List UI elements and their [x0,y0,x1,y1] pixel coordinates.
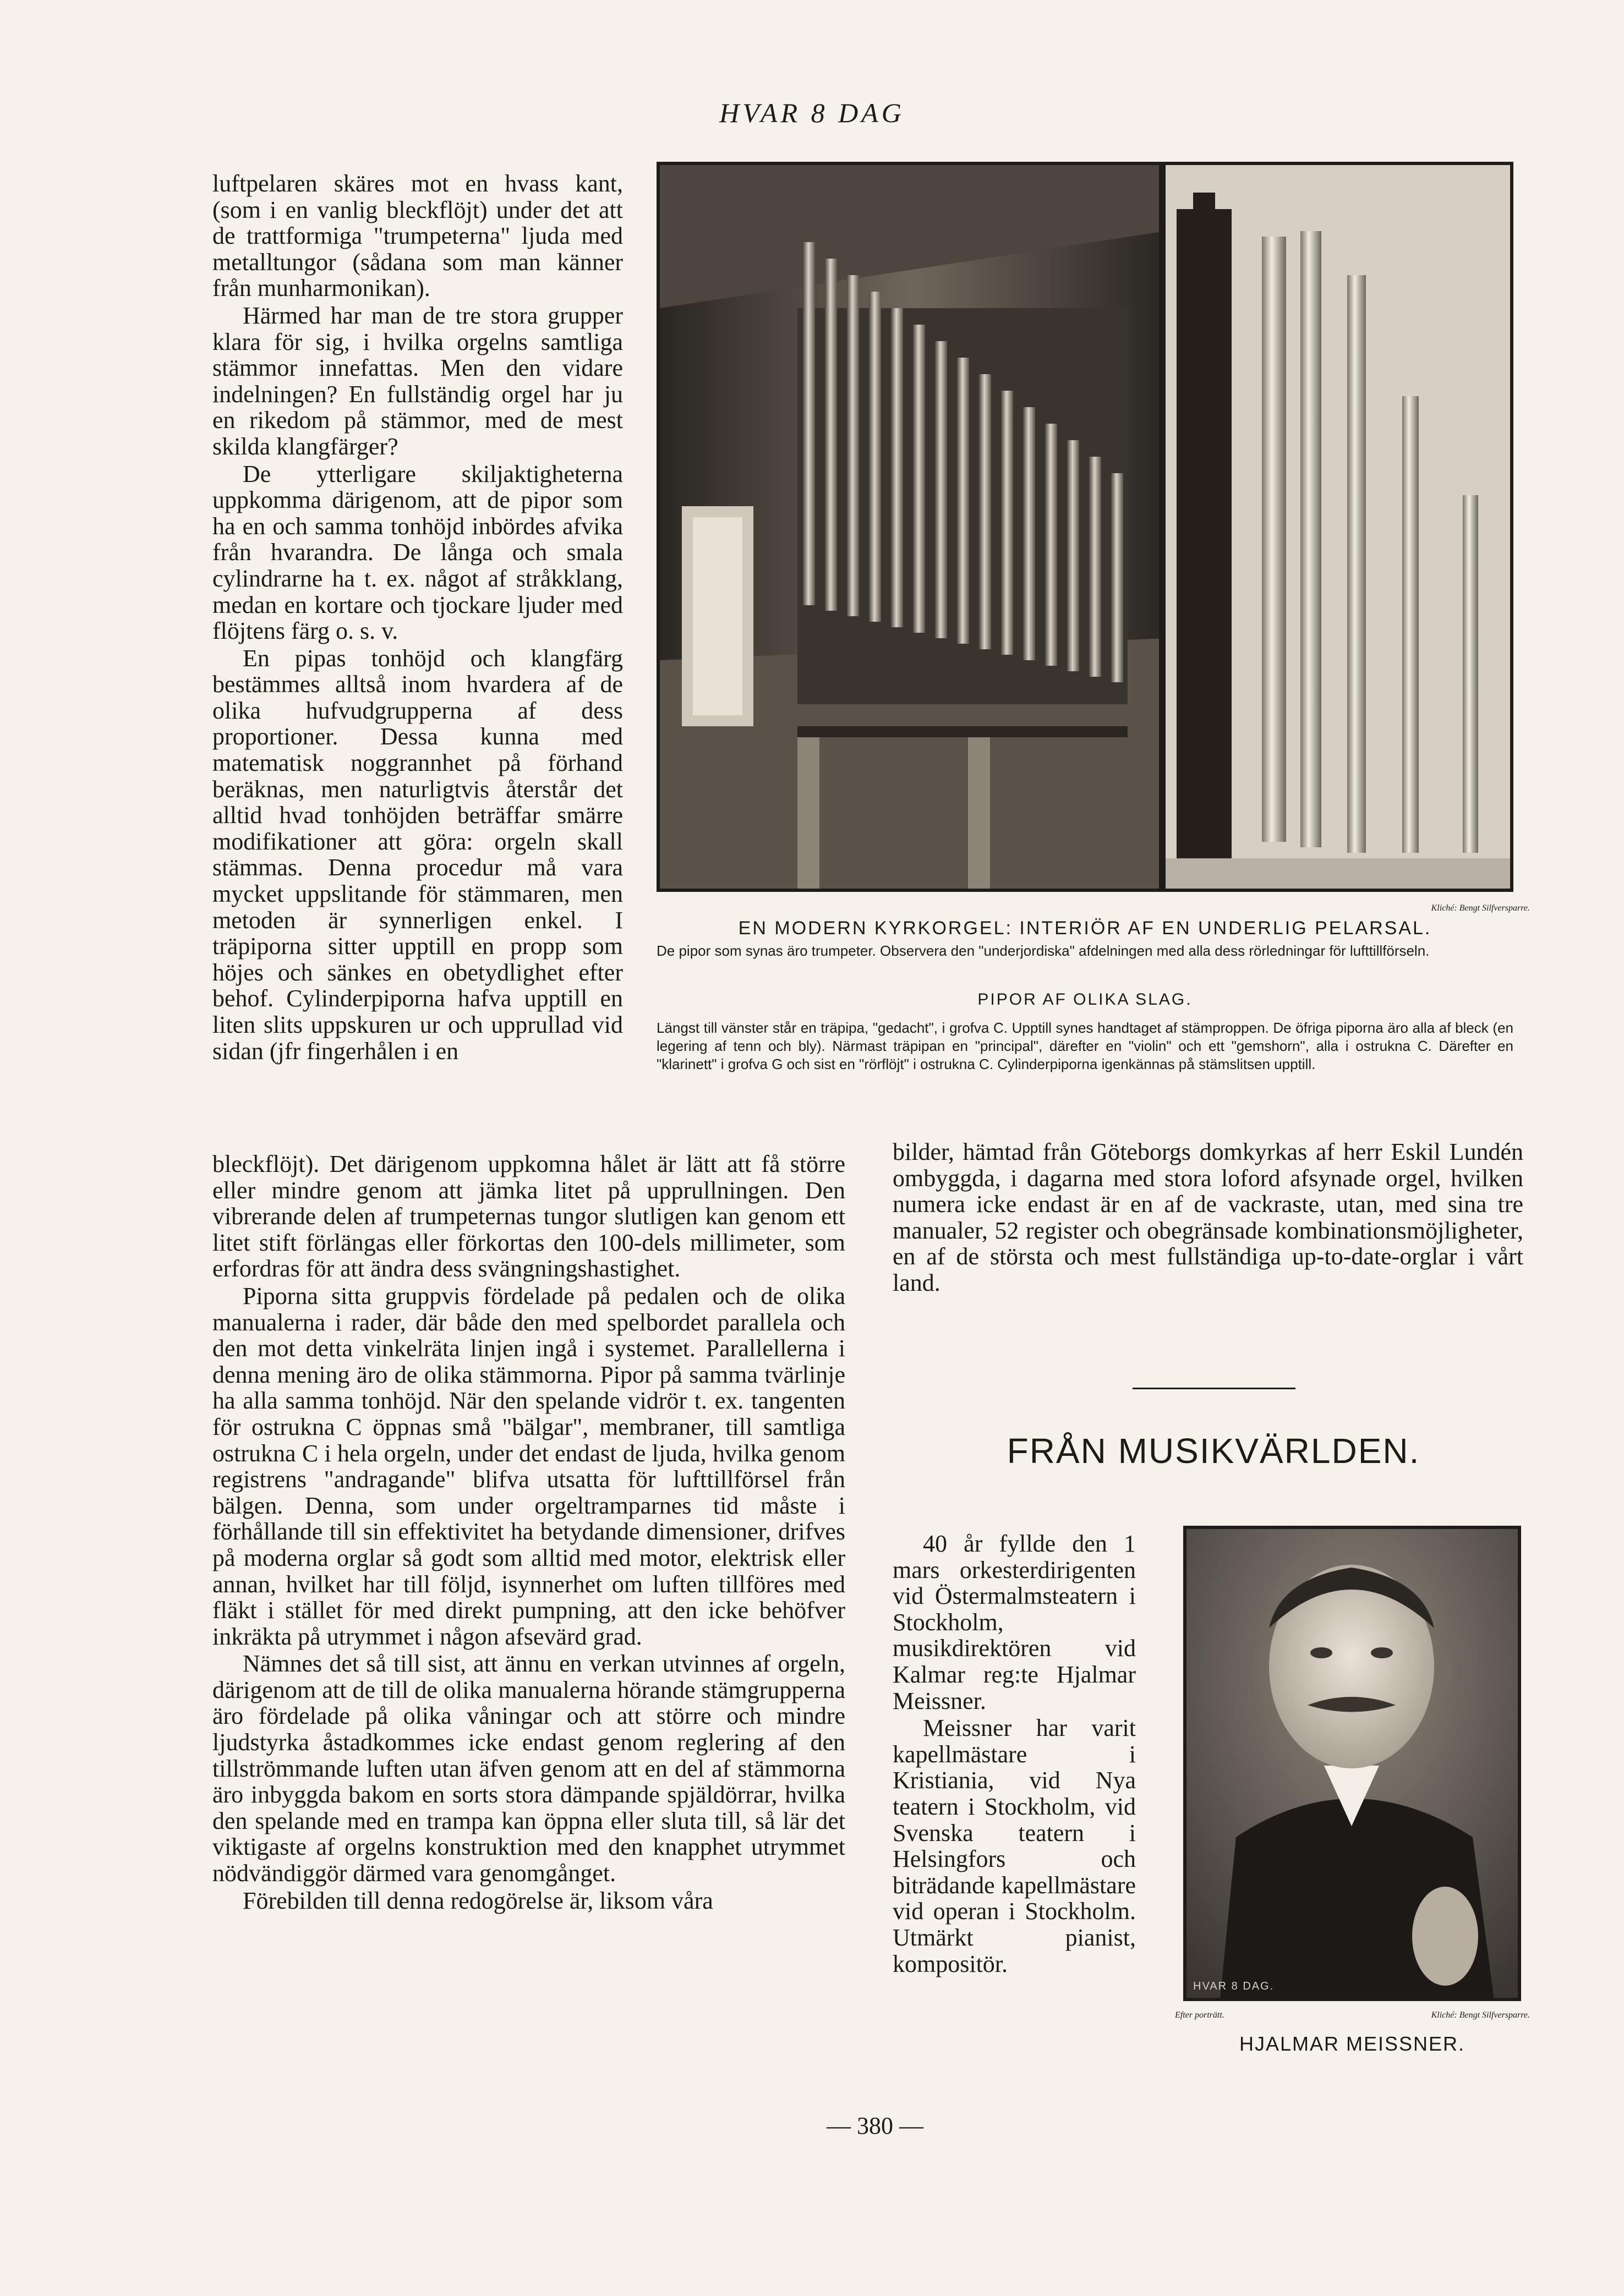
paragraph: 40 år fyllde den 1 mars orkesterdirigenten vid Östermalmsteatern i Stockholm, musikdirektören vid Kalmar reg:te Hjalmar Meissner. [893,1530,1136,1714]
caption-title-pipes: PIPOR AF OLIKA SLAG. [977,990,1193,1009]
portrait-watermark: HVAR 8 DAG. [1193,1980,1275,1992]
section-divider [1133,1388,1295,1389]
right-column [893,1139,1523,1296]
page-number: — 380 — [827,2112,923,2139]
paragraph: Härmed har man de tre stora grupper klara för sig, i hvilka orgelns samtliga stämmor innefattas. Men den vidare indelningen? En fullständig orgel har ju en rikedom på stämmor, med de mest skilda klangfärger? [212,302,623,460]
page-header: HVAR 8 DAG [719,97,905,128]
caption-text-organ: De pipor som synas äro trumpeter. Observera den "underjordiska" afdelningen med alla dess rörledningar för lufttillförseln. [657,942,1430,959]
portrait-credit-left: Efter porträtt. [1175,2010,1224,2020]
paragraph: Piporna sitta gruppvis fördelade på pedalen och de olika manualerna i rader, där både den med spelbordet parallela och den mot detta vinkelräta linjen ingå i systemet. Parallellerna i denna mening äro de olika stämmorna. Pipor på samma tvärlinje ha alla samma tonhöjd. När den spelande vidrör t. ex. tangenten för ostrukna C öppnas små "bälgar", membraner, till samtliga ostrukna C i hela orgeln, under det endast de ljuda, hvilka genom registrens "andragande" blifva utsatta för lufttillförsel från bälgen. Denna, som under orgeltramparnes tid måste i förhållande till sin effektivitet ha betydande dimensioner, drifves på moderna orglar så godt som alltid med motor, elektrisk eller annan, hvilket har till följd, isynnerhet om luften tillföres med fläkt i stället för med direkt pumpning, att den icke behöfver inkräkta på utrymmet i någon afsevärd grad. [212,1282,845,1650]
portrait-illustration [1186,1529,1521,2001]
organ-pipes-illustration [1166,165,1513,892]
left-column [212,171,623,1064]
portrait-caption: HJALMAR MEISSNER. [1239,2032,1466,2055]
paragraph: luftpelaren skäres mot en hvass kant, (som i en vanlig bleckflöjt) under det att de trattformiga "trumpeterna" ljuda med metalltungor (sådana som man känner från munharmonikan). [212,170,623,302]
wide-column [212,1151,845,1914]
caption-title-organ: EN MODERN KYRKORGEL: INTERIÖR AF EN UNDERLIG PELARSAL. [738,918,1432,939]
paragraph: Förebilden till denna redogörelse är, liksom våra [243,1887,713,1914]
organ-pipes-photo [1162,162,1513,892]
section-title: FRÅN MUSIKVÄRLDEN. [1007,1431,1420,1471]
organ-interior-photo [657,162,1162,892]
portrait-photo [1183,1526,1521,2001]
organ-interior-illustration [660,165,1162,892]
paragraph: De ytterligare skiljaktigheterna uppkomma därigenom, att de pipor som ha en och samma tonhöjd inbördes afvika från hvarandra. De långa och smala cylindrarne ha t. ex. något af stråkklang, medan en kortare och tjockare ljuder med flöjtens färg o. s. v. [212,460,623,645]
paragraph: En pipas tonhöjd och klangfärg bestämmes alltså inom hvardera af de olika hufvudgrupperna af dess proportioner. Dessa kunna med matematisk noggrannhet på förhand beräknas, men naturligtvis återstår det alltid hvad tonhöjden beträffar smärre modifikationer att göra: orgeln skall stämmas. Denna procedur må vara mycket uppslitande för stämmaren, men metoden är synnerligen enkel. I träpiporna sitter upptill en propp som höjes och sänkes en obetydlighet efter behof. Cylinderpiporna hafva upptill en liten slits uppskuren ur och upprullad vid sidan (jfr fingerhålen i en [212,644,623,1065]
paragraph: bilder, hämtad från Göteborgs domkyrkas af herr Eskil Lundén ombyggda, i dagarna med stora loford afsynade orgel, hvilken numera icke endast är en af de vackraste, utan, med sina tre manualer, 52 register och obegränsade kombinationsmöjligheter, en af de största och mest fullständiga up-to-date-orglar i vårt land. [893,1138,1523,1296]
caption-text-pipes: Längst till vänster står en träpipa, "gedacht", i grofva C. Upptill synes handtaget af stämproppen. De öfriga piporna äro alla af bleck (en legering af tenn och bly). Närmast träpipan en "principal", därefter en "violin" och ett "gemshorn", alla i ostrukna C. Därefter en "klarinett" i grofva G och sist en "rörflöjt" i ostrukna C. Cylinderpiporna igenkännas på stämslitsen upptill. [657,1020,1513,1072]
section-column [893,1531,1136,1977]
paragraph: Meissner har varit kapellmästare i Kristiania, vid Nya teatern i Stockholm, vid Svenska teatern i Helsingfors och biträdande kapellmästare vid operan i Stockholm. Utmärkt pianist, kompositör. [893,1714,1136,1977]
photo-credit: Kliché: Bengt Silfversparre. [1431,903,1530,913]
paragraph: Nämnes det så till sist, att ännu en verkan utvinnes af orgeln, därigenom att de till de olika manualerna hörande stämgrupperna äro fördelade på olika våningar och att större och mindre ljudstyrka åstadkommes icke endast genom reglering af den tillströmmande luften utan äfven genom att en del af stämmorna äro inbyggda bakom en sorts stora dämpande spjäldörrar, hvilka den spelande med en trampa kan öppna eller sluta till, så lär det viktigaste af orgelns konstruktion med den knapphet utrymmet nödvändiggör därmed vara genomgånget. [212,1650,845,1887]
paragraph: bleckflöjt). Det därigenom uppkomna hålet är lätt att få större eller mindre genom att jämka litet på upprullningen. Den vibrerande delen af trumpeternas tungor slutligen kan genom ett litet stift förlängas eller förkortas den 100-dels millimeter, som erfordras för att ändra dess svängningshastighet. [212,1150,845,1283]
portrait-credit-right: Kliché: Bengt Silfversparre. [1431,2010,1530,2020]
